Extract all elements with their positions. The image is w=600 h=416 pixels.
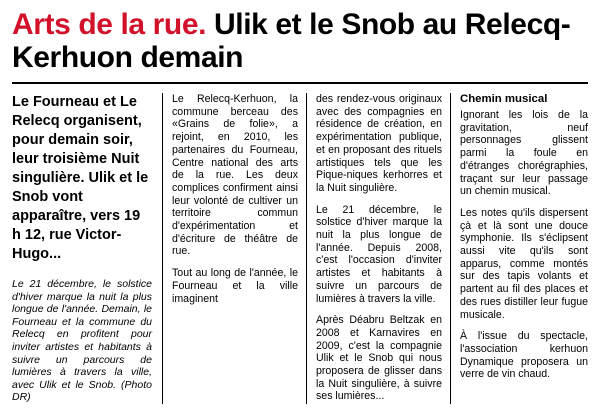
page-title [12,8,590,76]
column-body-3 [450,93,590,404]
paragraph: Le Relecq-Kerhuon, la commune berceau des «Grains de folie», a rejoint, en 2010, les partenaires du Fourneau, Centre national des arts de la rue. Les deux complices confirment ainsi leur volonté de cultiver un territoire commun d'expérimentation et d'écriture de théâtre de rue. [172,93,298,258]
paragraph: Le 21 décembre, le solstice d'hiver marque la nuit la plus longue de l'année. Depuis 2008, c'est l'occasion d'inviter artistes et habitants à suivre un parcours de lumières à travers la ville. [316,203,442,305]
headline-kicker: Arts de la rue. [12,8,207,41]
column-body-2 [306,93,450,404]
paragraph: Ignorant les lois de la gravitation, neuf personnages glissent parmi la foule en d'étranges chorégraphies, traçant sur leur passage un chemin musical. [460,109,588,198]
paragraph: des rendez-vous originaux avec des compagnies en résidence de création, en expérimentation publique, et en proposant des rituels artistiques tels que les Pique-niques kerhorres et la Nuit singulière. [316,93,442,194]
column-body-1 [162,93,306,404]
paragraph: Les notes qu'ils dispersent çà et là sont une douce symphonie. Ils s'éclipsent aussi vite qu'ils sont apparus, comme montés sur des tapis volants et partent au fil des places et des rues distiller leur fugue musicale. [460,206,588,321]
paragraph: Tout au long de l'année, le Fourneau et la ville imaginent [172,267,298,305]
header-divider [12,82,588,84]
headline-rest: Ulik et le Snob au Relecq-Kerhuon demain [12,8,571,74]
section-subhead: Chemin musical [460,93,548,105]
column-intro [12,93,162,404]
paragraph: Après Déabru Beltzak en 2008 et Karnavires en 2009, c'est la compagnie Ulik et le Snob qui nous proposera de glisser dans la Nuit singulière, à suivre ses lumières... [316,314,442,403]
article-chapeau: Le Fourneau et Le Relecq organisent, pour demain soir, leur troisième Nuit singulière. Ulik et le Snob vont apparaître, vers 19 h 12, rue Victor-Hugo... [12,94,149,262]
article-columns [12,93,590,404]
photo-caption: Le 21 décembre, le solstice d'hiver marque la nuit la plus longue de l'année. Demain, le Fourneau et la commune du Relecq en profitent pour inviter artistes et habitants à suivre un parcours de lumières à travers la ville, avec Ulik et le Snob. (Photo DR) [12,278,152,404]
paragraph: À l'issue du spectacle, l'association kerhuon Dynamique proposera un verre de vin chaud. [460,330,588,381]
